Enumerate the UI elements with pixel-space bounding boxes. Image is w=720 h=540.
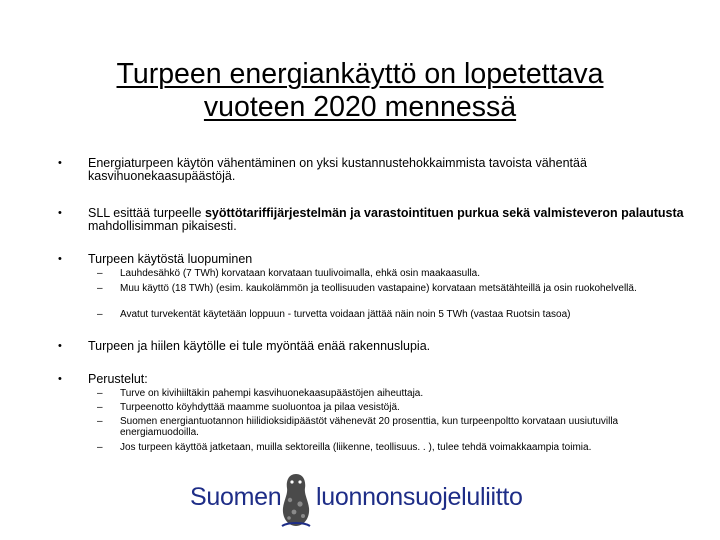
- sub-bullet-marker: –: [97, 283, 103, 294]
- bullet-marker: •: [58, 253, 62, 265]
- bullet-bold-text: syöttötariffijärjestelmän ja varastointituen purkua sekä valmisteveron palautusta: [204, 206, 684, 220]
- sub-bullet-text: Lauhdesähkö (7 TWh) korvataan korvataan tuulivoimalla, ehkä osin maakaasulla.: [120, 268, 481, 279]
- sub-bullet-marker: –: [97, 388, 103, 399]
- bullet-marker: •: [58, 207, 62, 219]
- sub-bullet-text: Avatut turvekentät käytetään loppuun - turvetta voidaan jättää näin noin 5 TWh (vastaa Ruotsin tasoa): [120, 309, 571, 320]
- bullet-text: Perustelut:: [88, 372, 148, 386]
- slide-title: [40, 58, 680, 124]
- sub-bullet-marker: –: [97, 402, 103, 413]
- bullet-marker: •: [58, 340, 62, 352]
- sub-bullet-text: Suomen energiantuotannon hiilidioksidipäästöt vähenevät 20 prosenttia, kun turpeenpoltto korvataan uusiutuvilla energiamuodoilla.: [120, 416, 619, 438]
- sub-bullet-marker: –: [97, 416, 103, 427]
- sub-bullet-marker: –: [97, 309, 103, 320]
- bullet-marker: •: [58, 373, 62, 385]
- sub-bullet-marker: –: [97, 268, 103, 279]
- sub-bullet-marker: –: [97, 442, 103, 453]
- bullet-text: Energiaturpeen käytön vähentäminen on yksi kustannustehokkaimmista tavoista vähentää kasvihuonekaasupäästöjä.: [88, 156, 587, 183]
- title-line-2: vuoteen 2020 mennessä: [203, 91, 517, 123]
- bullet-text: Turpeen ja hiilen käytölle ei tule myöntää enää rakennuslupia.: [88, 339, 431, 353]
- sub-bullet-text: Turpeenotto köyhdyttää maamme suoluontoa ja pilaa vesistöjä.: [120, 402, 400, 413]
- bullet-text: SLL esittää turpeelle syöttötariffijärjestelmän ja varastointituen purkua sekä valmisteveron palautusta mahdollisimman pikaisesti.: [88, 206, 684, 233]
- organization-logo: [190, 470, 535, 530]
- sub-bullet-text: Muu käyttö (18 TWh) (esim. kaukolämmön ja teollisuuden vastapaine) korvataan metsätähteillä ja osin ruokohelvellä.: [120, 283, 637, 294]
- title-line-1: Turpeen energiankäyttö on lopetettava: [116, 58, 604, 90]
- seal-icon: [276, 470, 316, 528]
- sub-bullet-text: Jos turpeen käyttöä jatketaan, muilla sektoreilla (liikenne, teollisuus. . ), tulee tehdä voimakkaampia toimia.: [120, 442, 592, 453]
- sub-bullet-text: Turve on kivihiiltäkin pahempi kasvihuonekaasupäästöjen aiheuttaja.: [120, 388, 424, 399]
- logo-word-1: Suomen: [190, 483, 282, 511]
- bullet-marker: •: [58, 157, 62, 169]
- bullet-text: Turpeen käytöstä luopuminen: [88, 252, 253, 266]
- logo-word-2: luonnonsuojeluliitto: [316, 483, 523, 511]
